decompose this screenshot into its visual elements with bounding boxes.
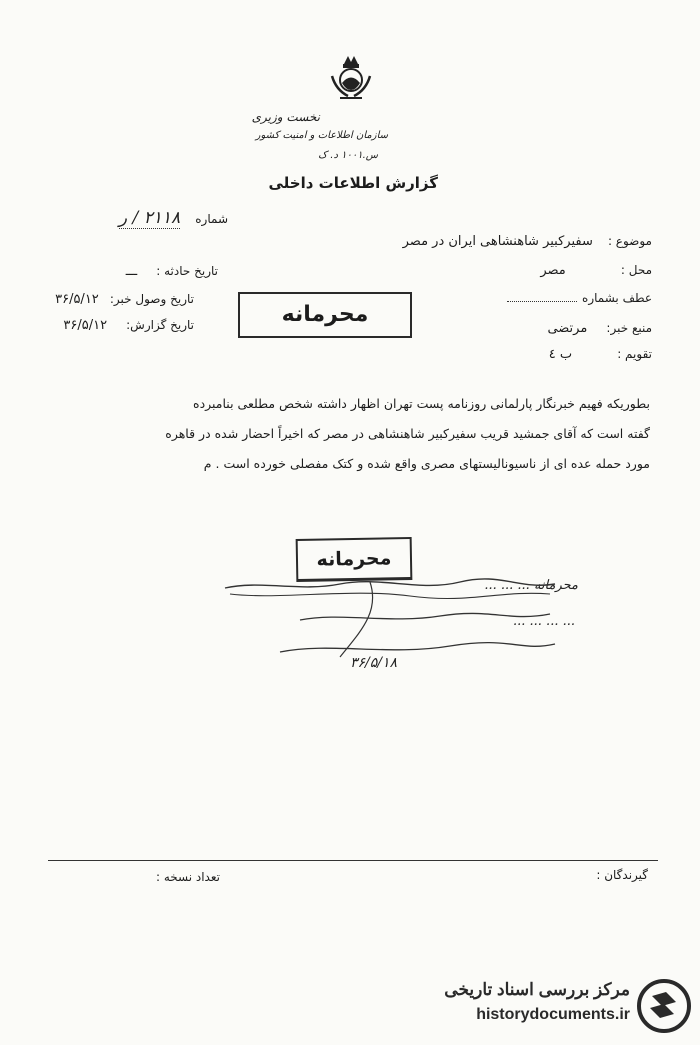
handwritten-note-line-2: ... ... ... ... — [513, 614, 575, 629]
subject-value: سفیرکبیر شاهنشاهی ایران در مصر — [402, 234, 593, 249]
report-date-value: ۳۶/۵/۱۲ — [63, 318, 108, 333]
rating-label: تقویم : — [617, 347, 652, 361]
rating-value: ب ٤ — [548, 347, 573, 362]
place-value: مصر — [540, 263, 566, 278]
report-date-label: تاریخ گزارش: — [126, 318, 194, 332]
body-line-1: بطوریکه فهیم خبرنگار پارلمانی روزنامه پست تهران اظهار داشته شخص مطلعی بنامبرده — [193, 396, 650, 411]
body-line-2: گفته است که آقای جمشید قریب سفیرکبیر شاهنشاهی در مصر که اخیراً احضار شده در قاهره — [165, 426, 650, 441]
number-label: شماره — [195, 212, 228, 226]
report-title: گزارش اطلاعات داخلی — [268, 174, 438, 192]
handwritten-note-line-1: محرمانه ... ... ... — [484, 578, 578, 593]
watermark-name: مرکز بررسی اسناد تاریخی — [444, 980, 630, 999]
number-value: ۲۱۱۸ / ر — [118, 208, 181, 228]
watermark-url: historydocuments.ir — [476, 1006, 630, 1023]
watermark-logo-icon — [636, 978, 692, 1034]
footer-divider — [48, 860, 658, 861]
reference-dotted-line — [507, 301, 577, 302]
received-date-label: تاریخ وصول خبر: — [109, 292, 194, 306]
header-organization: سازمان اطلاعات و امنیت کشور — [255, 130, 388, 141]
classification-stamp: محرمانه — [238, 292, 412, 338]
source-label: منبع خبر: — [606, 321, 652, 335]
incident-date-label: تاریخ حادثه : — [156, 264, 218, 278]
recipients-label: گیرندگان : — [596, 868, 648, 882]
header-office: نخست وزیری — [251, 110, 320, 124]
body-line-3: مورد حمله عده ای از ناسیونالیستهای مصری واقع شده و کتک مفصلی خورده است . م — [203, 456, 650, 471]
crest-emblem — [322, 50, 380, 108]
header-code: س.١٠٠١ د. ک — [318, 150, 378, 161]
received-date-value: ۳۶/۵/۱۲ — [55, 292, 99, 307]
reference-label: عطف بشماره — [582, 291, 652, 305]
copies-label: تعداد نسخه : — [155, 870, 220, 884]
incident-date-value: ـــ — [125, 264, 138, 279]
handwritten-date: ۳۶/۵/۱۸ — [350, 655, 398, 671]
watermark — [400, 972, 696, 1036]
classification-stamp-bottom: محرمانه — [296, 537, 413, 582]
place-label: محل : — [620, 263, 652, 277]
source-value: مرتضی — [547, 321, 588, 336]
subject-label: موضوع : — [607, 234, 652, 248]
